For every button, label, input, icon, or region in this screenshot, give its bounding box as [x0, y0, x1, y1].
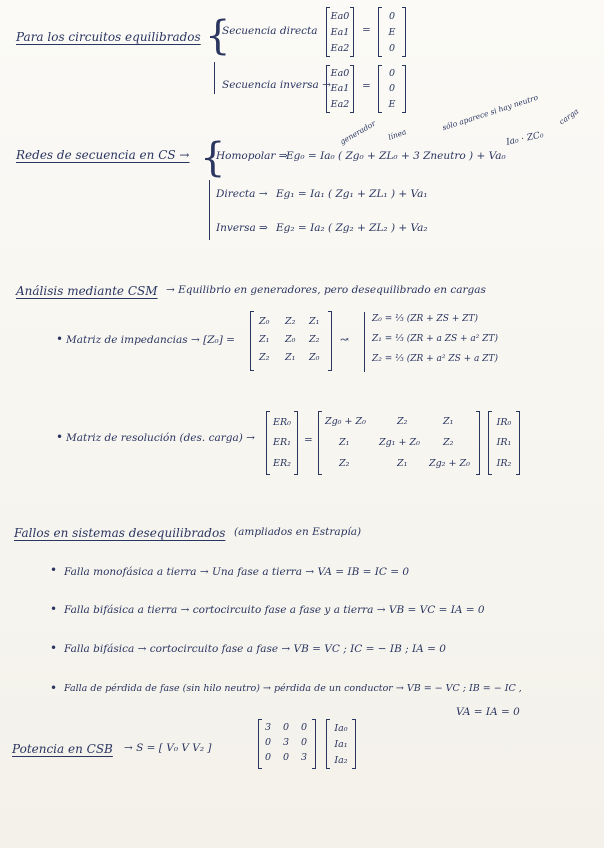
resolution-e-vector: ER₀ ER₁ ER₂: [266, 412, 298, 474]
resolution-matrix: Zg₀ + Z₀ Z₂ Z₁ Z₁ Zg₁ + Z₀ Z₂ Z₂ Z₁ Zg₂ + Z₀: [318, 412, 480, 474]
resolution-i-vector: IR₀ IR₁ IR₂: [488, 412, 520, 474]
impedance-matrix-label: Matriz de impedancias → [Z₀] =: [66, 334, 235, 346]
equals: =: [362, 24, 371, 36]
note-linea: línea: [387, 127, 408, 142]
fault-item-1: Falla monofásica a tierra → Una fase a tierra → VA = IB = IC = 0: [64, 566, 410, 578]
csm-subtitle: → Equilibrio en generadores, pero desequilibrado en cargas: [166, 284, 486, 296]
defs-bar: [364, 312, 365, 372]
faults-subtitle: (ampliados en Estrapía): [234, 526, 362, 538]
directa-vector: Ea0 Ea1 Ea2: [326, 8, 354, 56]
equals: =: [304, 434, 313, 446]
power-matrix: 3 0 0 0 3 0 0 0 3: [258, 720, 316, 768]
fault-item-4-cont: VA = IA = 0: [456, 706, 520, 718]
inversa-label: Secuencia inversa →: [222, 79, 331, 91]
resolution-matrix-label: Matriz de resolución (des. carga) →: [66, 432, 255, 444]
inversa-seq-equation: Eg₂ = Ia₂ ( Zg₂ + ZL₂ ) + Va₂: [276, 222, 428, 234]
bullet: •: [56, 430, 64, 444]
section-title-balanced: Para los circuitos equilibrados: [16, 30, 201, 44]
note-generador: generador: [338, 118, 378, 147]
note-neutro: sólo aparece si hay neutro: [441, 92, 540, 133]
note-carga: carga: [557, 106, 581, 127]
homopolar-extra: Ia₀ · ZC₀: [505, 130, 545, 148]
homopolar-equation: Eg₀ = Ia₀ ( Zg₀ + ZL₀ + 3 Zneutro ) + Va₀: [286, 150, 506, 162]
equals: =: [362, 80, 371, 92]
inversa-seq-label: Inversa ⇒: [216, 222, 268, 234]
brace: {: [205, 13, 231, 59]
brace-line: [214, 62, 215, 94]
z1-def: Z₁ = ⅓ (ZR + a ZS + a² ZT): [372, 334, 499, 344]
bullet: •: [50, 641, 58, 655]
inversa-result: 0 0 E: [378, 66, 406, 112]
impedance-matrix: Z₀ Z₂ Z₁ Z₁ Z₀ Z₂ Z₂ Z₁ Z₀: [250, 312, 332, 370]
fault-item-3: Falla bifásica → cortocircuito fase a fase → VB = VC ; IC = − IB ; IA = 0: [64, 643, 446, 655]
section-title-sequence-networks: Redes de secuencia en CS →: [16, 148, 190, 162]
section-title-power: Potencia en CSB: [12, 742, 113, 756]
z2-def: Z₂ = ⅓ (ZR + a² ZS + a ZT): [372, 354, 499, 364]
brace-line: [209, 180, 210, 240]
fault-item-2: Falla bifásica a tierra → cortocircuito fase a fase y a tierra → VB = VC = IA = 0: [64, 604, 485, 616]
brace: {: [200, 135, 226, 181]
directa-seq-label: Directa →: [216, 188, 268, 200]
directa-label: Secuencia directa: [222, 25, 318, 37]
inversa-vector: Ea0 Ea1 Ea2: [326, 66, 354, 112]
power-equation: → S = [ V₀ V V₂ ]: [124, 742, 212, 754]
section-title-csm: Análisis mediante CSM: [16, 284, 158, 298]
section-title-faults: Fallos en sistemas desequilibrados: [14, 526, 226, 540]
fault-item-4: Falla de pérdida de fase (sin hilo neutro) → pérdida de un conductor → VB = − VC ; IB = − IC ,: [64, 683, 522, 694]
bullet: •: [50, 602, 58, 616]
homopolar-label: Homopolar ⇒: [216, 150, 288, 162]
directa-result: 0 E 0: [378, 8, 406, 56]
power-current-vector: Ia₀ Ia₁ Ia₂: [326, 720, 356, 768]
bullet: •: [56, 332, 64, 346]
z0-def: Z₀ = ⅓ (ZR + ZS + ZT): [372, 314, 478, 324]
arrow: ↝: [340, 334, 349, 346]
bullet: •: [50, 563, 58, 577]
bullet: •: [50, 681, 58, 695]
directa-seq-equation: Eg₁ = Ia₁ ( Zg₁ + ZL₁ ) + Va₁: [276, 188, 428, 200]
